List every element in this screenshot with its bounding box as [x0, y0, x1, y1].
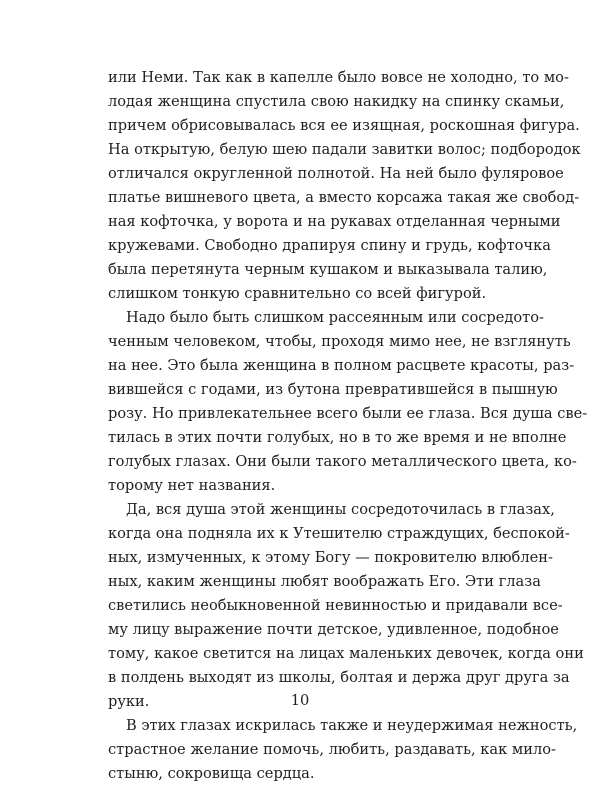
- text-line: причем обрисовывалась вся ее изящная, роскошная фигура.: [108, 117, 580, 134]
- text-line: ная кофточка, у ворота и на рукавах отделанная черными: [108, 213, 561, 230]
- text-line: платье вишневого цвета, а вместо корсажа такая же свобод-: [108, 189, 580, 206]
- text-line: Надо было быть слишком рассеянным или сосредото-: [126, 309, 544, 326]
- text-line: тому, какое светится на лицах маленьких девочек, когда они: [108, 645, 584, 662]
- text-line: розу. Но привлекательнее всего были ее глаза. Вся душа све-: [108, 405, 588, 422]
- text-line: была перетянута черным кушаком и выказывала талию,: [108, 261, 548, 278]
- text-line: торому нет названия.: [108, 477, 276, 494]
- text-line: на нее. Это была женщина в полном расцвете красоты, раз-: [108, 357, 575, 374]
- paragraph-2: [108, 306, 588, 498]
- text-line: ных, измученных, к этому Богу — покровителю влюблен-: [108, 549, 553, 566]
- text-line: вившейся с годами, из бутона превратившейся в пышную: [108, 381, 558, 398]
- page-number: 10: [290, 692, 310, 709]
- text-line: кружевами. Свободно драпируя спину и грудь, кофточка: [108, 237, 551, 254]
- text-line: голубых глазах. Они были такого металлического цвета, ко-: [108, 453, 577, 470]
- text-line: В этих глазах искрилась также и неудержимая нежность,: [126, 717, 578, 734]
- text-line: му лицу выражение почти детское, удивленное, подобное: [108, 621, 559, 638]
- text-line: в полдень выходят из школы, болтая и держа друг друга за: [108, 669, 570, 686]
- text-line: светились необыкновенной невинностью и придавали все-: [108, 597, 563, 614]
- text-line: тилась в этих почти голубых, но в то же время и не вполне: [108, 429, 567, 446]
- text-line: когда она подняла их к Утешителю страждущих, беспокой-: [108, 525, 570, 542]
- paragraph-1: [108, 66, 581, 306]
- text-line: слишком тонкую сравнительно со всей фигурой.: [108, 285, 487, 302]
- text-line: страстное желание помочь, любить, раздавать, как мило-: [108, 741, 556, 758]
- text-line: или Неми. Так как в капелле было вовсе не холодно, то мо-: [108, 69, 569, 86]
- text-line: отличался округленной полнотой. На ней было фуляровое: [108, 165, 564, 182]
- text-line: руки.: [108, 693, 150, 710]
- body-text: [108, 66, 588, 786]
- text-line: ченным человеком, чтобы, проходя мимо нее, не взглянуть: [108, 333, 571, 350]
- text-line: Да, вся душа этой женщины сосредоточилась в глазах,: [126, 501, 555, 518]
- paragraph-3: [108, 498, 584, 714]
- text-line: лодая женщина спустила свою накидку на спинку скамьи,: [108, 93, 565, 110]
- text-line: ных, каким женщины любят воображать Его. Эти глаза: [108, 573, 541, 590]
- text-line: На открытую, белую шею падали завитки волос; подбородок: [108, 141, 581, 158]
- paragraph-4: [108, 714, 578, 786]
- text-line: стыню, сокровища сердца.: [108, 765, 315, 782]
